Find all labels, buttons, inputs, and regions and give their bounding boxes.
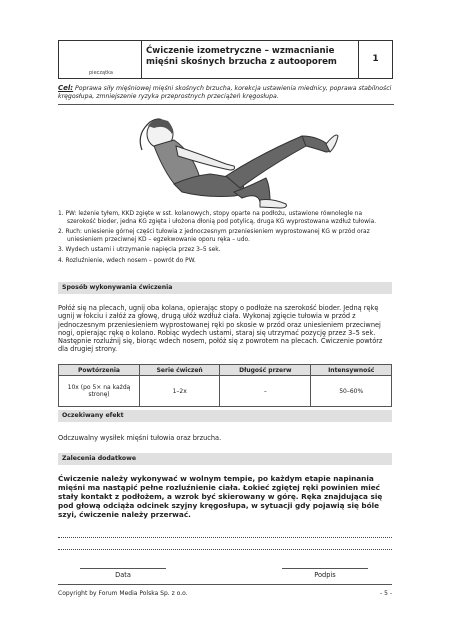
- exercise-illustration: [130, 106, 340, 209]
- recommendations-text: Ćwiczenie należy wykonywać w wolnym tempie, po każdym etapie napinania mięśni ma nastąpić pełne rozluźnienie ciała. Łokieć zgiętej ręki powinien mieć stały kontakt z podłożem, a wzrok być skierowany w górę. Ręka znajdująca się pod głową odciąża odcinek szyjny kręgosłupa, w sytuacji gdy pojawią się bóle szyi, ćwiczenie należy przerwać.: [58, 474, 383, 520]
- list-item: 4. Rozluźnienie, wdech nosem – powrót do PW.: [58, 257, 196, 264]
- page-footer: [58, 584, 392, 597]
- header-box: [58, 40, 393, 79]
- table-cell: –: [220, 376, 311, 407]
- section-header-method: Sposób wykonywania ćwiczenia: [58, 282, 392, 294]
- date-label: Data: [115, 571, 131, 579]
- copyright-text: Copyright by Forum Media Polska Sp. z o.o.: [58, 590, 188, 597]
- divider: [58, 104, 394, 105]
- goal-text: [58, 84, 394, 101]
- column-header: Długość przerw: [220, 365, 311, 376]
- list-item: 3. Wydech ustami i utrzymanie napięcia przez 3–5 sek.: [58, 247, 221, 254]
- parameters-table: [58, 364, 392, 407]
- goal-body: Poprawa siły mięśniowej mięśni skośnych brzucha, korekcja ustawienia miednicy, poprawa stabilności kręgosłupa, zmniejszenie ryzyka przeprostnych przeciążeń kręgosłupa.: [58, 85, 392, 101]
- title-cell: [142, 41, 359, 78]
- column-header: Serie ćwiczeń: [140, 365, 220, 376]
- column-header: Powtórzenia: [59, 365, 140, 376]
- section-header-effect: Oczekiwany efekt: [58, 410, 392, 422]
- stamp-label: pieczątka: [89, 70, 113, 76]
- date-line: [80, 568, 166, 569]
- section-header-recommendations: Zalecenia dodatkowe: [58, 453, 392, 465]
- column-header: Intensywność: [311, 365, 392, 376]
- table-cell: 1–2x: [140, 376, 220, 407]
- signature-label: Podpis: [314, 571, 336, 579]
- dotted-line: [58, 537, 392, 538]
- dotted-line: [58, 549, 392, 550]
- exercise-number: 1: [372, 54, 379, 64]
- stamp-cell: [59, 41, 142, 78]
- list-item: 1. PW: leżenie tyłem, KKD zgięte w sst. kolanowych, stopy oparte na podłożu, ustawione równolegle na szerokość bioder, jedna KG zgięta i ułożona dłonią pod potylicą, druga KG wyprostowana wzdłuż tułowia.: [58, 211, 377, 225]
- exercise-steps: [58, 211, 392, 269]
- table-cell: 50–60%: [311, 376, 392, 407]
- table-header-row: [59, 365, 392, 376]
- signature-line: [282, 568, 368, 569]
- page-title: Ćwiczenie izometryczne – wzmacnianie mięśni skośnych brzucha z autooporem: [146, 46, 337, 67]
- goal-label: Cel:: [58, 84, 74, 92]
- page-number: - 5 -: [380, 590, 392, 597]
- method-text: Połóż się na plecach, ugnij oba kolana, opierając stopy o podłoże na szerokość bioder. Jedną rękę ugnij w łokciu i załóż za głowę, drugą ułóż wzdłuż ciała. Wykonaj zgięcie tułowia w przód z jednoczesnym przeniesieniem wyprostowanej ręki po skosie w przód oraz uniesieniem przeciwnej nogi, opierając rękę o kolano. Robiąc wydech ustami, staraj się utrzymać pozycję przez 3–5 sek. Następnie rozluźnij się, biorąc wdech nosem, połóż się z powrotem na plecach. Ćwiczenie powtórz dla drugiej strony.: [58, 304, 383, 354]
- list-item: 2. Ruch: uniesienie górnej części tułowia z jednoczesnym przeniesieniem wyprostowanej KG w przód oraz uniesieniem przeciwnej KD – egzekwowanie oporu ręka – udo.: [58, 229, 370, 243]
- table-cell: 10x (po 5× na każdą stronę): [59, 376, 140, 407]
- effect-text: Odczuwalny wysiłek mięśni tułowia oraz brzucha.: [58, 434, 222, 442]
- table-row: [59, 376, 392, 407]
